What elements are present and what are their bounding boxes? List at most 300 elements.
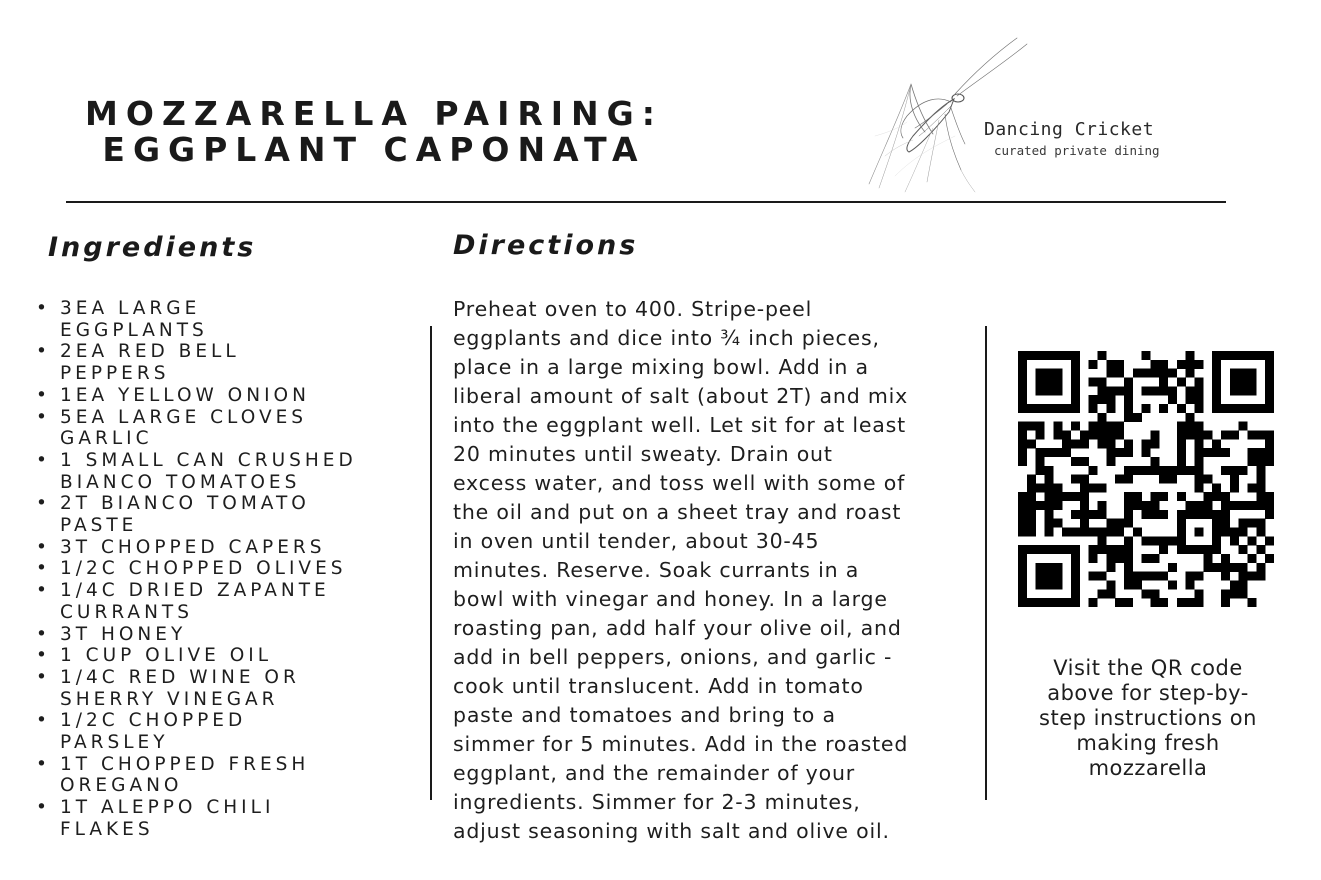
qr-module [1239, 563, 1248, 572]
qr-module [1062, 448, 1071, 457]
qr-module [1097, 528, 1106, 537]
qr-module [1159, 475, 1168, 484]
qr-module [1018, 351, 1027, 360]
qr-module [1186, 369, 1195, 378]
qr-module [1248, 554, 1257, 563]
qr-module [1186, 510, 1195, 519]
qr-module [1203, 545, 1212, 554]
qr-caption-line: step instructions on [1039, 706, 1257, 730]
qr-module [1265, 457, 1274, 466]
qr-module [1097, 589, 1106, 598]
qr-module [1230, 386, 1239, 395]
qr-module [1195, 386, 1204, 395]
qr-module [1177, 466, 1186, 475]
qr-module [1142, 536, 1151, 545]
qr-module [1124, 404, 1133, 413]
qr-module [1080, 528, 1089, 537]
ingredient-item [34, 341, 414, 384]
qr-module [1071, 589, 1080, 598]
qr-module [1212, 439, 1221, 448]
qr-module [1027, 351, 1036, 360]
directions-line: excess water, and toss well with some of [453, 471, 906, 495]
qr-module [1186, 572, 1195, 581]
qr-module [1221, 554, 1230, 563]
qr-module [1150, 430, 1159, 439]
qr-module [1142, 386, 1151, 395]
qr-module [1089, 430, 1098, 439]
qr-module [1124, 448, 1133, 457]
directions-line: ingredients. Simmer for 2-3 minutes, [453, 790, 861, 814]
ingredient-line: • 1T CHOPPED FRESH [60, 753, 310, 775]
qr-module [1230, 404, 1239, 413]
qr-module [1062, 439, 1071, 448]
qr-module [1044, 501, 1053, 510]
brand-name: Dancing Cricket [984, 119, 1155, 140]
ingredient-line: • 5EA LARGE CLOVES [60, 406, 308, 428]
qr-module [1115, 369, 1124, 378]
qr-module [1097, 501, 1106, 510]
ingredient-line: • 1/4C RED WINE OR [60, 666, 300, 688]
ingredient-line: EGGPLANTS [60, 319, 208, 341]
qr-module [1195, 422, 1204, 431]
qr-module [1239, 422, 1248, 431]
qr-module [1168, 395, 1177, 404]
qr-module [1265, 377, 1274, 386]
qr-module [1221, 519, 1230, 528]
qr-module [1186, 466, 1195, 475]
qr-module [1089, 545, 1098, 554]
qr-module [1097, 483, 1106, 492]
qr-module [1195, 528, 1204, 537]
qr-module [1115, 386, 1124, 395]
qr-module [1212, 492, 1221, 501]
qr-module [1186, 395, 1195, 404]
qr-module [1239, 501, 1248, 510]
qr-module [1097, 351, 1106, 360]
qr-module [1142, 351, 1151, 360]
qr-module [1036, 457, 1045, 466]
qr-module [1159, 536, 1168, 545]
qr-module [1080, 492, 1089, 501]
qr-module [1230, 466, 1239, 475]
qr-module [1150, 439, 1159, 448]
qr-module [1142, 554, 1151, 563]
qr-module [1053, 386, 1062, 395]
qr-module [1071, 369, 1080, 378]
ingredient-item [34, 754, 414, 797]
qr-module [1230, 581, 1239, 590]
qr-module [1159, 386, 1168, 395]
qr-module [1080, 510, 1089, 519]
qr-module [1036, 598, 1045, 607]
qr-module [1168, 536, 1177, 545]
qr-module [1071, 492, 1080, 501]
qr-module [1265, 448, 1274, 457]
qr-module [1044, 386, 1053, 395]
qr-module [1212, 519, 1221, 528]
qr-module [1159, 545, 1168, 554]
qr-module [1036, 563, 1045, 572]
qr-module [1027, 519, 1036, 528]
qr-module [1071, 351, 1080, 360]
qr-module [1106, 369, 1115, 378]
qr-module [1124, 563, 1133, 572]
qr-module [1106, 430, 1115, 439]
qr-module [1027, 439, 1036, 448]
qr-module [1053, 422, 1062, 431]
qr-module [1106, 519, 1115, 528]
qr-module [1195, 404, 1204, 413]
qr-module [1027, 545, 1036, 554]
qr-module [1124, 492, 1133, 501]
qr-module [1265, 492, 1274, 501]
qr-module [1062, 598, 1071, 607]
qr-module [1230, 528, 1239, 537]
qr-module [1159, 492, 1168, 501]
qr-module [1018, 430, 1027, 439]
ingredient-item [34, 797, 414, 840]
qr-module [1159, 404, 1168, 413]
qr-module [1106, 439, 1115, 448]
qr-module [1142, 404, 1151, 413]
qr-module [1230, 377, 1239, 386]
qr-module [1053, 581, 1062, 590]
qr-module [1124, 545, 1133, 554]
qr-module [1142, 369, 1151, 378]
qr-module [1036, 545, 1045, 554]
qr-module [1071, 457, 1080, 466]
qr-module [1018, 528, 1027, 537]
qr-module [1115, 360, 1124, 369]
qr-module [1142, 439, 1151, 448]
qr-module [1018, 448, 1027, 457]
qr-module [1212, 377, 1221, 386]
qr-module [1265, 439, 1274, 448]
qr-module [1248, 598, 1257, 607]
qr-module [1248, 448, 1257, 457]
qr-module [1221, 563, 1230, 572]
qr-module [1089, 466, 1098, 475]
header-divider [66, 201, 1226, 203]
qr-module [1044, 448, 1053, 457]
qr-module [1133, 572, 1142, 581]
qr-module [1195, 598, 1204, 607]
qr-module [1097, 536, 1106, 545]
qr-module [1256, 528, 1265, 537]
qr-module [1239, 466, 1248, 475]
qr-module [1177, 536, 1186, 545]
qr-module [1212, 360, 1221, 369]
qr-module [1177, 528, 1186, 537]
qr-module [1221, 351, 1230, 360]
qr-module [1248, 386, 1257, 395]
qr-module [1106, 386, 1115, 395]
qr-module [1071, 377, 1080, 386]
qr-module [1106, 563, 1115, 572]
qr-module [1018, 563, 1027, 572]
qr-module [1150, 598, 1159, 607]
qr-module [1265, 554, 1274, 563]
qr-module [1221, 492, 1230, 501]
qr-module [1203, 475, 1212, 484]
qr-module [1150, 466, 1159, 475]
brand-tagline: curated private dining [994, 143, 1160, 158]
qr-module [1230, 589, 1239, 598]
ingredient-line: SHERRY VINEGAR [60, 688, 279, 710]
column-divider-left [430, 326, 432, 800]
qr-module [1239, 351, 1248, 360]
qr-module [1124, 519, 1133, 528]
qr-code-icon[interactable] [1018, 351, 1274, 607]
qr-module [1089, 360, 1098, 369]
qr-module [1036, 404, 1045, 413]
cricket-sketch-icon [855, 36, 1235, 196]
qr-module [1062, 528, 1071, 537]
qr-module [1159, 510, 1168, 519]
qr-module [1195, 448, 1204, 457]
ingredient-item [34, 558, 414, 580]
ingredient-item [34, 710, 414, 753]
qr-module [1150, 510, 1159, 519]
ingredient-item [34, 298, 414, 341]
qr-module [1221, 448, 1230, 457]
ingredient-line: • 1T ALEPPO CHILI [60, 797, 275, 819]
qr-module [1203, 430, 1212, 439]
qr-module [1212, 351, 1221, 360]
qr-module [1150, 572, 1159, 581]
qr-module [1177, 430, 1186, 439]
qr-module [1071, 386, 1080, 395]
qr-module [1124, 386, 1133, 395]
qr-module [1265, 351, 1274, 360]
qr-module [1124, 466, 1133, 475]
qr-module [1018, 519, 1027, 528]
qr-module [1186, 413, 1195, 422]
qr-module [1018, 598, 1027, 607]
directions-line: liberal amount of salt (about 2T) and mix [453, 384, 909, 408]
qr-module [1106, 589, 1115, 598]
qr-module [1106, 554, 1115, 563]
qr-module [1177, 492, 1186, 501]
directions-line: adjust seasoning with salt and olive oil. [453, 819, 890, 843]
qr-module [1124, 439, 1133, 448]
qr-module [1212, 448, 1221, 457]
qr-module [1044, 492, 1053, 501]
qr-module [1044, 598, 1053, 607]
qr-module [1124, 598, 1133, 607]
ingredient-line: PARSLEY [60, 732, 169, 754]
qr-module [1203, 510, 1212, 519]
qr-module [1239, 589, 1248, 598]
qr-module [1256, 545, 1265, 554]
qr-module [1230, 430, 1239, 439]
qr-module [1265, 501, 1274, 510]
ingredient-item [34, 624, 414, 646]
directions-line: Preheat oven to 400. Stripe-peel [453, 297, 813, 321]
qr-module [1027, 510, 1036, 519]
qr-module [1256, 448, 1265, 457]
qr-module [1089, 572, 1098, 581]
directions-line: cook until translucent. Add in tomato [453, 674, 864, 698]
qr-module [1089, 422, 1098, 431]
qr-module [1044, 572, 1053, 581]
qr-module [1212, 510, 1221, 519]
qr-module [1248, 501, 1257, 510]
qr-module [1212, 545, 1221, 554]
qr-module [1168, 581, 1177, 590]
qr-module [1027, 528, 1036, 537]
qr-module [1168, 563, 1177, 572]
qr-module [1203, 563, 1212, 572]
qr-module [1027, 422, 1036, 431]
qr-module [1248, 351, 1257, 360]
qr-caption-line: making fresh [1076, 731, 1220, 755]
qr-module [1195, 510, 1204, 519]
qr-module [1230, 351, 1239, 360]
qr-module [1177, 377, 1186, 386]
directions-line: minutes. Reserve. Soak currants in a [453, 558, 860, 582]
qr-module [1239, 369, 1248, 378]
qr-module [1027, 404, 1036, 413]
qr-module [1044, 351, 1053, 360]
qr-module [1097, 422, 1106, 431]
qr-module [1097, 377, 1106, 386]
qr-module [1248, 377, 1257, 386]
qr-module [1071, 598, 1080, 607]
ingredient-item [34, 407, 414, 450]
qr-module [1248, 369, 1257, 378]
qr-module [1115, 475, 1124, 484]
qr-module [1256, 430, 1265, 439]
qr-module [1195, 395, 1204, 404]
qr-module [1089, 395, 1098, 404]
qr-module [1195, 457, 1204, 466]
qr-module [1124, 554, 1133, 563]
qr-module [1071, 554, 1080, 563]
ingredient-item [34, 580, 414, 623]
qr-module [1186, 501, 1195, 510]
qr-module [1062, 430, 1071, 439]
qr-module [1018, 554, 1027, 563]
qr-module [1159, 360, 1168, 369]
qr-module [1044, 519, 1053, 528]
qr-module [1239, 581, 1248, 590]
qr-module [1168, 475, 1177, 484]
qr-module [1036, 377, 1045, 386]
qr-module [1221, 510, 1230, 519]
ingredient-item [34, 537, 414, 559]
qr-module [1115, 554, 1124, 563]
qr-module [1230, 475, 1239, 484]
qr-module [1265, 404, 1274, 413]
ingredient-line: BIANCO TOMATOES [60, 471, 301, 493]
qr-module [1256, 572, 1265, 581]
qr-module [1168, 369, 1177, 378]
qr-module [1212, 404, 1221, 413]
qr-module [1230, 369, 1239, 378]
directions-line: place in a large mixing bowl. Add in a [453, 355, 869, 379]
qr-module [1124, 536, 1133, 545]
directions-line: into the eggplant well. Let sit for at least [453, 413, 906, 437]
qr-module [1168, 466, 1177, 475]
qr-module [1186, 430, 1195, 439]
qr-module [1133, 492, 1142, 501]
qr-module [1177, 404, 1186, 413]
qr-module [1230, 563, 1239, 572]
qr-module [1044, 563, 1053, 572]
qr-module [1177, 448, 1186, 457]
qr-module [1106, 360, 1115, 369]
qr-module [1053, 519, 1062, 528]
qr-module [1159, 377, 1168, 386]
qr-module [1027, 483, 1036, 492]
qr-module [1018, 510, 1027, 519]
qr-module [1186, 598, 1195, 607]
ingredient-line: • 3EA LARGE [60, 298, 201, 319]
qr-module [1195, 377, 1204, 386]
qr-module [1018, 404, 1027, 413]
qr-module [1097, 545, 1106, 554]
qr-module [1018, 501, 1027, 510]
qr-module [1089, 404, 1098, 413]
qr-module [1221, 404, 1230, 413]
qr-module [1186, 545, 1195, 554]
qr-module [1195, 475, 1204, 484]
qr-module [1239, 545, 1248, 554]
qr-module [1256, 404, 1265, 413]
qr-module [1036, 422, 1045, 431]
qr-module [1071, 545, 1080, 554]
qr-module [1142, 448, 1151, 457]
ingredient-line: PEPPERS [60, 363, 170, 385]
qr-module [1221, 501, 1230, 510]
qr-module [1053, 545, 1062, 554]
qr-module [1036, 369, 1045, 378]
qr-module [1159, 369, 1168, 378]
qr-module [1080, 430, 1089, 439]
qr-module [1142, 510, 1151, 519]
ingredient-line: CURRANTS [60, 601, 193, 623]
qr-module [1177, 545, 1186, 554]
qr-module [1027, 598, 1036, 607]
qr-module [1159, 598, 1168, 607]
directions-line: paste and tomatoes and bring to a [453, 703, 836, 727]
qr-module [1106, 457, 1115, 466]
qr-module [1239, 519, 1248, 528]
title-line-1: MOZZARELLA PAIRING: [85, 94, 663, 133]
qr-module [1177, 422, 1186, 431]
qr-module [1221, 528, 1230, 537]
qr-module [1177, 510, 1186, 519]
qr-module [1018, 386, 1027, 395]
qr-module [1150, 501, 1159, 510]
qr-module [1256, 501, 1265, 510]
qr-module [1142, 466, 1151, 475]
qr-module [1053, 572, 1062, 581]
qr-module [1097, 572, 1106, 581]
qr-module [1248, 519, 1257, 528]
qr-module [1018, 377, 1027, 386]
qr-module [1062, 492, 1071, 501]
qr-module [1248, 457, 1257, 466]
page-title [74, 96, 674, 168]
qr-module [1203, 492, 1212, 501]
qr-module [1212, 369, 1221, 378]
qr-module [1230, 536, 1239, 545]
qr-module [1195, 545, 1204, 554]
qr-module [1124, 475, 1133, 484]
ingredient-line: • 1/4C DRIED ZAPANTE [60, 580, 330, 602]
